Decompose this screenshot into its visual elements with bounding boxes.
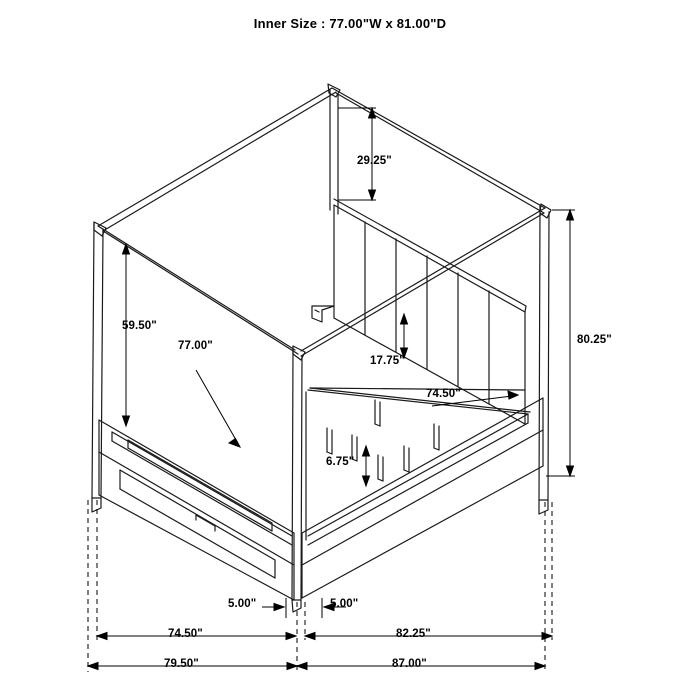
dim-80-25 bbox=[546, 210, 575, 476]
dimension-label-foot-clearance-left: 5.00" bbox=[228, 598, 257, 610]
dim-29-25 bbox=[338, 108, 376, 200]
dimension-label-mattress-support-width: 74.50" bbox=[426, 388, 461, 400]
dim-17-75 bbox=[401, 314, 408, 358]
dimension-label-bottom-left-inner: 74.50" bbox=[168, 628, 203, 640]
headboard-bracket bbox=[312, 306, 334, 322]
dim-59-50 bbox=[123, 244, 130, 426]
dimension-label-overall-height-right: 80.25" bbox=[577, 334, 612, 346]
dimension-label-bottom-left-outer: 79.50" bbox=[164, 658, 199, 670]
dimension-label-post-height-left: 59.50" bbox=[122, 320, 157, 332]
dim-6-75 bbox=[363, 446, 370, 486]
dimension-label-canopy-post-top: 29.25" bbox=[357, 155, 392, 167]
dimension-label-headboard-height: 17.75" bbox=[370, 355, 405, 367]
bed-rails bbox=[99, 398, 543, 600]
bed-posts bbox=[92, 90, 549, 612]
dimension-label-foot-clearance-right: 5.00" bbox=[330, 598, 359, 610]
dim-77-00 bbox=[196, 370, 240, 447]
dimension-label-bottom-right-outer: 87.00" bbox=[392, 658, 427, 670]
dim-5-00-left bbox=[262, 598, 286, 618]
dimension-label-bottom-right-inner: 82.25" bbox=[396, 628, 431, 640]
page-title: Inner Size : 77.00"W x 81.00"D bbox=[253, 16, 447, 31]
extension-lines bbox=[88, 500, 552, 672]
dimension-label-slat-height: 6.75" bbox=[326, 456, 355, 468]
slat-platform bbox=[112, 388, 530, 545]
dimension-label-inner-width: 77.00" bbox=[178, 340, 213, 352]
